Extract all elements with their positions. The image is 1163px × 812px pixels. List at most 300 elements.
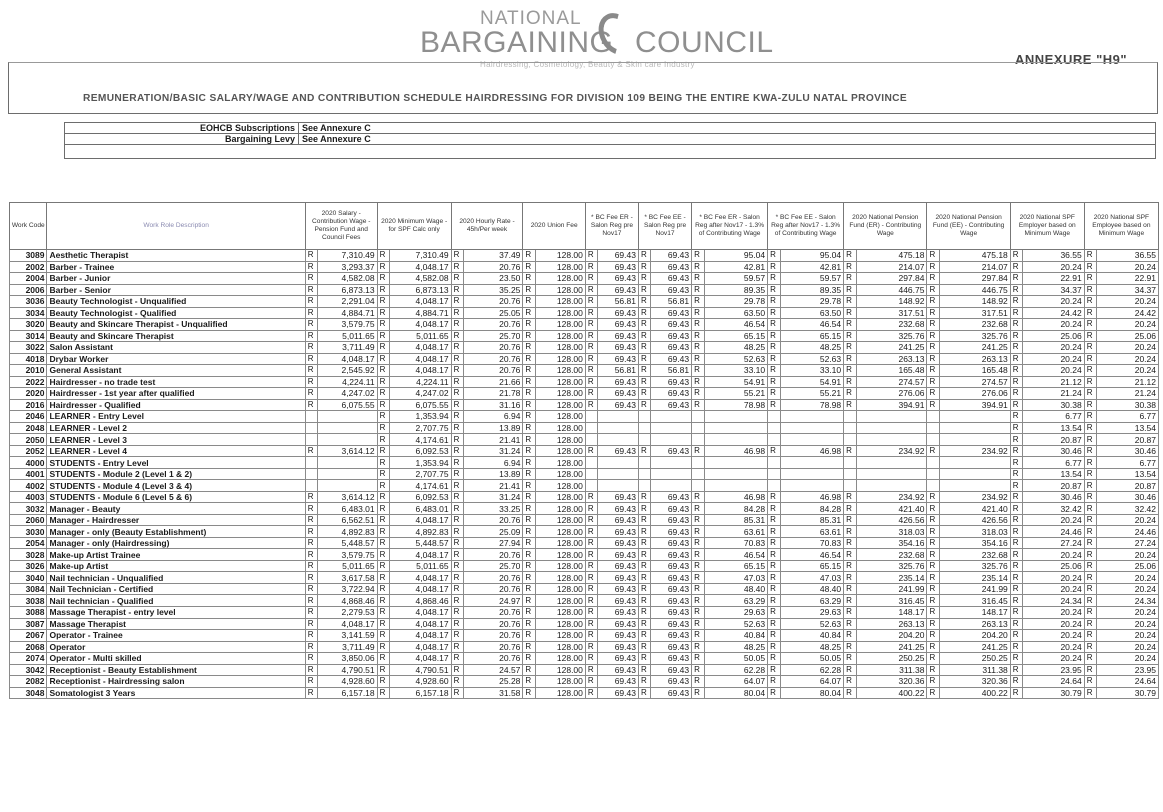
description-cell: LEARNER - Entry Level: [47, 411, 305, 423]
currency-cell: R: [692, 491, 704, 503]
value-cell: 25.06: [1097, 560, 1159, 572]
value-cell: [704, 457, 768, 469]
value-cell: 30.46: [1023, 445, 1084, 457]
currency-cell: R: [305, 676, 317, 688]
value-cell: 250.25: [939, 653, 1010, 665]
currency-cell: R: [377, 399, 389, 411]
value-cell: 2,279.53: [318, 606, 377, 618]
currency-cell: [638, 457, 650, 469]
table-row: [10, 399, 1159, 411]
value-cell: 69.43: [598, 514, 639, 526]
currency-cell: R: [1084, 411, 1096, 423]
value-cell: 1,353.94: [390, 411, 451, 423]
currency-cell: R: [1084, 319, 1096, 331]
value-cell: 69.43: [598, 618, 639, 630]
value-cell: 128.00: [535, 376, 585, 388]
currency-cell: R: [1084, 583, 1096, 595]
currency-cell: R: [1084, 664, 1096, 676]
value-cell: [780, 434, 844, 446]
currency-cell: R: [844, 687, 856, 699]
currency-cell: R: [768, 319, 780, 331]
currency-cell: R: [377, 618, 389, 630]
currency-cell: R: [1084, 353, 1096, 365]
currency-cell: R: [692, 399, 704, 411]
description-cell: Beauty and Skincare Therapist: [47, 330, 305, 342]
currency-cell: R: [1084, 641, 1096, 653]
value-cell: 3,722.94: [318, 583, 377, 595]
currency-cell: R: [585, 572, 597, 584]
currency-cell: R: [377, 537, 389, 549]
currency-cell: R: [451, 296, 463, 308]
currency-cell: R: [377, 411, 389, 423]
currency-cell: R: [1084, 630, 1096, 642]
currency-cell: R: [523, 572, 535, 584]
currency-cell: R: [523, 618, 535, 630]
currency-cell: R: [451, 572, 463, 584]
currency-cell: R: [523, 468, 535, 480]
value-cell: 52.63: [780, 353, 844, 365]
value-cell: 46.54: [780, 549, 844, 561]
value-cell: [598, 411, 639, 423]
currency-cell: R: [377, 503, 389, 515]
value-cell: 394.91: [939, 399, 1010, 411]
currency-cell: R: [768, 676, 780, 688]
description-cell: LEARNER - Level 2: [47, 422, 305, 434]
currency-cell: R: [1010, 537, 1022, 549]
currency-cell: R: [451, 583, 463, 595]
value-cell: 62.28: [704, 664, 768, 676]
currency-cell: R: [1084, 261, 1096, 273]
currency-cell: R: [1084, 342, 1096, 354]
table-row: [10, 296, 1159, 308]
value-cell: 297.84: [856, 273, 927, 285]
currency-cell: [638, 434, 650, 446]
value-cell: 20.24: [1023, 342, 1084, 354]
value-cell: 6,157.18: [318, 687, 377, 699]
currency-cell: R: [585, 261, 597, 273]
value-cell: 4,582.08: [318, 273, 377, 285]
description-cell: STUDENTS - Module 2 (Level 1 & 2): [47, 468, 305, 480]
table-row: [10, 618, 1159, 630]
column-header: * BC Fee EE - Salon Reg pre Nov17: [638, 203, 691, 250]
currency-cell: R: [585, 376, 597, 388]
work-code-cell: 3036: [10, 296, 47, 308]
value-cell: 63.29: [780, 595, 844, 607]
value-cell: 29.63: [780, 606, 844, 618]
value-cell: 5,448.57: [318, 537, 377, 549]
value-cell: 446.75: [856, 284, 927, 296]
currency-cell: R: [305, 595, 317, 607]
value-cell: 20.24: [1097, 319, 1159, 331]
currency-cell: R: [377, 307, 389, 319]
currency-cell: R: [1010, 365, 1022, 377]
work-code-cell: 2082: [10, 676, 47, 688]
value-cell: 4,048.17: [318, 618, 377, 630]
currency-cell: R: [1010, 434, 1022, 446]
value-cell: 13.54: [1097, 422, 1159, 434]
table-row: [10, 250, 1159, 262]
value-cell: 128.00: [535, 526, 585, 538]
currency-cell: R: [692, 526, 704, 538]
description-cell: Beauty and Skincare Therapist - Unqualified: [47, 319, 305, 331]
currency-cell: R: [692, 330, 704, 342]
value-cell: 34.37: [1023, 284, 1084, 296]
currency-cell: R: [638, 641, 650, 653]
value-cell: 128.00: [535, 261, 585, 273]
value-cell: 128.00: [535, 411, 585, 423]
currency-cell: R: [927, 618, 939, 630]
value-cell: 69.43: [651, 641, 692, 653]
currency-cell: R: [1084, 537, 1096, 549]
value-cell: [856, 468, 927, 480]
value-cell: 30.46: [1097, 491, 1159, 503]
value-cell: 4,868.46: [390, 595, 451, 607]
value-cell: 21.24: [1097, 388, 1159, 400]
currency-cell: R: [1010, 491, 1022, 503]
value-cell: [780, 411, 844, 423]
value-cell: 20.24: [1023, 353, 1084, 365]
value-cell: 84.28: [704, 503, 768, 515]
value-cell: 69.43: [651, 342, 692, 354]
value-cell: 4,884.71: [318, 307, 377, 319]
currency-cell: R: [377, 595, 389, 607]
currency-cell: R: [927, 376, 939, 388]
subscription-row: [65, 123, 1156, 134]
description-cell: LEARNER - Level 3: [47, 434, 305, 446]
value-cell: [856, 457, 927, 469]
subscriptions-table: [64, 122, 1156, 145]
currency-cell: R: [377, 457, 389, 469]
currency-cell: R: [451, 342, 463, 354]
description-cell: Beauty Technologist - Qualified: [47, 307, 305, 319]
currency-cell: R: [585, 606, 597, 618]
currency-cell: R: [451, 353, 463, 365]
value-cell: [651, 457, 692, 469]
value-cell: 4,928.60: [390, 676, 451, 688]
value-cell: [318, 411, 377, 423]
currency-cell: R: [1010, 468, 1022, 480]
value-cell: 69.43: [598, 284, 639, 296]
value-cell: 20.24: [1023, 583, 1084, 595]
value-cell: 30.46: [1023, 491, 1084, 503]
value-cell: 69.43: [651, 595, 692, 607]
value-cell: 325.76: [939, 330, 1010, 342]
currency-cell: [585, 480, 597, 492]
currency-cell: R: [638, 376, 650, 388]
value-cell: 20.24: [1097, 630, 1159, 642]
currency-cell: R: [585, 365, 597, 377]
currency-cell: R: [927, 503, 939, 515]
currency-cell: R: [1010, 307, 1022, 319]
value-cell: 20.24: [1097, 514, 1159, 526]
value-cell: 241.25: [856, 641, 927, 653]
value-cell: 69.43: [598, 273, 639, 285]
table-row: [10, 606, 1159, 618]
value-cell: 69.43: [598, 319, 639, 331]
work-code-cell: 4003: [10, 491, 47, 503]
value-cell: 6,562.51: [318, 514, 377, 526]
value-cell: 27.24: [1023, 537, 1084, 549]
currency-cell: R: [585, 537, 597, 549]
currency-cell: R: [768, 376, 780, 388]
currency-cell: R: [1084, 491, 1096, 503]
value-cell: 21.12: [1097, 376, 1159, 388]
value-cell: [704, 434, 768, 446]
value-cell: 56.81: [598, 296, 639, 308]
currency-cell: R: [692, 653, 704, 665]
currency-cell: R: [1010, 422, 1022, 434]
value-cell: 69.43: [598, 261, 639, 273]
value-cell: 24.34: [1023, 595, 1084, 607]
value-cell: 128.00: [535, 676, 585, 688]
value-cell: 20.87: [1023, 434, 1084, 446]
currency-cell: R: [768, 595, 780, 607]
currency-cell: [692, 457, 704, 469]
currency-cell: R: [638, 676, 650, 688]
value-cell: 30.79: [1097, 687, 1159, 699]
value-cell: 29.63: [704, 606, 768, 618]
currency-cell: [305, 434, 317, 446]
work-code-cell: 2022: [10, 376, 47, 388]
value-cell: 29.78: [704, 296, 768, 308]
currency-cell: R: [305, 630, 317, 642]
value-cell: [318, 457, 377, 469]
currency-cell: [692, 434, 704, 446]
currency-cell: R: [927, 630, 939, 642]
currency-cell: R: [927, 583, 939, 595]
work-code-cell: 2060: [10, 514, 47, 526]
currency-cell: R: [844, 250, 856, 262]
currency-cell: R: [768, 445, 780, 457]
currency-cell: R: [768, 261, 780, 273]
currency-cell: R: [692, 342, 704, 354]
value-cell: 20.76: [464, 572, 523, 584]
currency-cell: R: [305, 653, 317, 665]
value-cell: 21.41: [464, 480, 523, 492]
table-row: [10, 468, 1159, 480]
currency-cell: R: [1010, 445, 1022, 457]
currency-cell: R: [523, 422, 535, 434]
value-cell: 69.43: [598, 376, 639, 388]
value-cell: 320.36: [939, 676, 1010, 688]
currency-cell: R: [585, 250, 597, 262]
value-cell: 69.43: [598, 491, 639, 503]
currency-cell: R: [523, 296, 535, 308]
currency-cell: R: [844, 284, 856, 296]
work-code-cell: 3022: [10, 342, 47, 354]
work-code-cell: 3048: [10, 687, 47, 699]
value-cell: 20.76: [464, 653, 523, 665]
value-cell: 204.20: [856, 630, 927, 642]
currency-cell: R: [844, 445, 856, 457]
currency-cell: R: [638, 560, 650, 572]
currency-cell: R: [585, 330, 597, 342]
value-cell: 128.00: [535, 457, 585, 469]
currency-cell: R: [768, 296, 780, 308]
value-cell: 50.05: [780, 653, 844, 665]
currency-cell: R: [768, 526, 780, 538]
value-cell: 69.43: [598, 630, 639, 642]
currency-cell: R: [638, 503, 650, 515]
value-cell: 3,614.12: [318, 445, 377, 457]
work-code-cell: 3038: [10, 595, 47, 607]
currency-cell: R: [844, 595, 856, 607]
currency-cell: R: [927, 399, 939, 411]
value-cell: 2,707.75: [390, 422, 451, 434]
value-cell: 69.43: [651, 445, 692, 457]
value-cell: 89.35: [704, 284, 768, 296]
value-cell: 84.28: [780, 503, 844, 515]
value-cell: 24.42: [1023, 307, 1084, 319]
currency-cell: R: [638, 307, 650, 319]
currency-cell: R: [1084, 457, 1096, 469]
value-cell: 165.48: [939, 365, 1010, 377]
currency-cell: R: [1010, 250, 1022, 262]
currency-cell: [768, 457, 780, 469]
currency-cell: R: [451, 457, 463, 469]
currency-cell: R: [844, 388, 856, 400]
value-cell: [856, 434, 927, 446]
currency-cell: R: [377, 365, 389, 377]
value-cell: 32.42: [1023, 503, 1084, 515]
value-cell: [704, 468, 768, 480]
currency-cell: R: [1010, 376, 1022, 388]
currency-cell: R: [1010, 457, 1022, 469]
currency-cell: R: [585, 445, 597, 457]
currency-cell: R: [523, 399, 535, 411]
work-code-cell: 3089: [10, 250, 47, 262]
value-cell: 69.43: [651, 273, 692, 285]
currency-cell: R: [523, 330, 535, 342]
currency-cell: R: [1084, 445, 1096, 457]
value-cell: 69.43: [598, 572, 639, 584]
work-code-cell: 2046: [10, 411, 47, 423]
value-cell: 128.00: [535, 284, 585, 296]
value-cell: 48.25: [704, 641, 768, 653]
value-cell: 20.24: [1097, 549, 1159, 561]
value-cell: 52.63: [704, 618, 768, 630]
currency-cell: R: [927, 664, 939, 676]
value-cell: 69.43: [598, 388, 639, 400]
currency-cell: R: [1010, 583, 1022, 595]
value-cell: 69.43: [598, 250, 639, 262]
work-code-cell: 3042: [10, 664, 47, 676]
currency-cell: R: [844, 273, 856, 285]
currency-cell: [844, 434, 856, 446]
currency-cell: [585, 411, 597, 423]
value-cell: 69.43: [598, 549, 639, 561]
currency-cell: R: [451, 537, 463, 549]
currency-cell: R: [638, 261, 650, 273]
currency-cell: R: [638, 342, 650, 354]
currency-cell: R: [1010, 641, 1022, 653]
currency-cell: R: [523, 676, 535, 688]
value-cell: 6,483.01: [390, 503, 451, 515]
work-code-cell: 3088: [10, 606, 47, 618]
currency-cell: R: [1084, 526, 1096, 538]
currency-cell: R: [1084, 468, 1096, 480]
value-cell: 128.00: [535, 296, 585, 308]
table-row: [10, 342, 1159, 354]
value-cell: 20.76: [464, 630, 523, 642]
value-cell: 148.92: [856, 296, 927, 308]
currency-cell: R: [692, 606, 704, 618]
currency-cell: [585, 468, 597, 480]
value-cell: 69.43: [651, 491, 692, 503]
value-cell: 13.54: [1023, 468, 1084, 480]
currency-cell: R: [377, 514, 389, 526]
value-cell: 46.98: [780, 491, 844, 503]
currency-cell: R: [377, 388, 389, 400]
value-cell: 47.03: [780, 572, 844, 584]
value-cell: [598, 480, 639, 492]
currency-cell: R: [451, 618, 463, 630]
value-cell: [598, 468, 639, 480]
table-row: [10, 411, 1159, 423]
currency-cell: R: [305, 491, 317, 503]
description-cell: Nail Technician - Certified: [47, 583, 305, 595]
currency-cell: R: [692, 641, 704, 653]
work-code-cell: 2050: [10, 434, 47, 446]
currency-cell: R: [844, 653, 856, 665]
currency-cell: R: [1010, 514, 1022, 526]
currency-cell: R: [305, 560, 317, 572]
national-bargaining-council-logo: [420, 8, 780, 69]
currency-cell: R: [844, 399, 856, 411]
value-cell: 20.24: [1097, 606, 1159, 618]
currency-cell: R: [927, 307, 939, 319]
value-cell: 69.43: [651, 388, 692, 400]
annexure-label: ANNEXURE "H9": [1015, 52, 1128, 67]
currency-cell: R: [1010, 630, 1022, 642]
value-cell: 4,224.11: [318, 376, 377, 388]
table-row: [10, 319, 1159, 331]
value-cell: 85.31: [704, 514, 768, 526]
currency-cell: R: [638, 606, 650, 618]
currency-cell: R: [927, 353, 939, 365]
currency-cell: R: [451, 330, 463, 342]
work-code-cell: 2016: [10, 399, 47, 411]
value-cell: 5,011.65: [390, 330, 451, 342]
currency-cell: R: [768, 399, 780, 411]
currency-cell: R: [768, 653, 780, 665]
value-cell: 232.68: [939, 319, 1010, 331]
value-cell: 263.13: [856, 353, 927, 365]
currency-cell: [927, 468, 939, 480]
value-cell: 69.43: [598, 445, 639, 457]
description-cell: Massage Therapist - entry level: [47, 606, 305, 618]
value-cell: [939, 457, 1010, 469]
value-cell: 69.43: [651, 618, 692, 630]
value-cell: 128.00: [535, 572, 585, 584]
currency-cell: R: [638, 514, 650, 526]
value-cell: 20.76: [464, 296, 523, 308]
value-cell: 59.57: [704, 273, 768, 285]
value-cell: 3,711.49: [318, 342, 377, 354]
value-cell: [856, 422, 927, 434]
currency-cell: R: [768, 330, 780, 342]
value-cell: 4,928.60: [318, 676, 377, 688]
currency-cell: R: [451, 606, 463, 618]
description-cell: Operator: [47, 641, 305, 653]
currency-cell: R: [451, 653, 463, 665]
currency-cell: R: [1010, 687, 1022, 699]
currency-cell: R: [844, 296, 856, 308]
value-cell: 6.77: [1023, 411, 1084, 423]
value-cell: 46.98: [704, 491, 768, 503]
value-cell: 316.45: [856, 595, 927, 607]
logo-bargaining-text: BARGAINING: [420, 26, 614, 59]
